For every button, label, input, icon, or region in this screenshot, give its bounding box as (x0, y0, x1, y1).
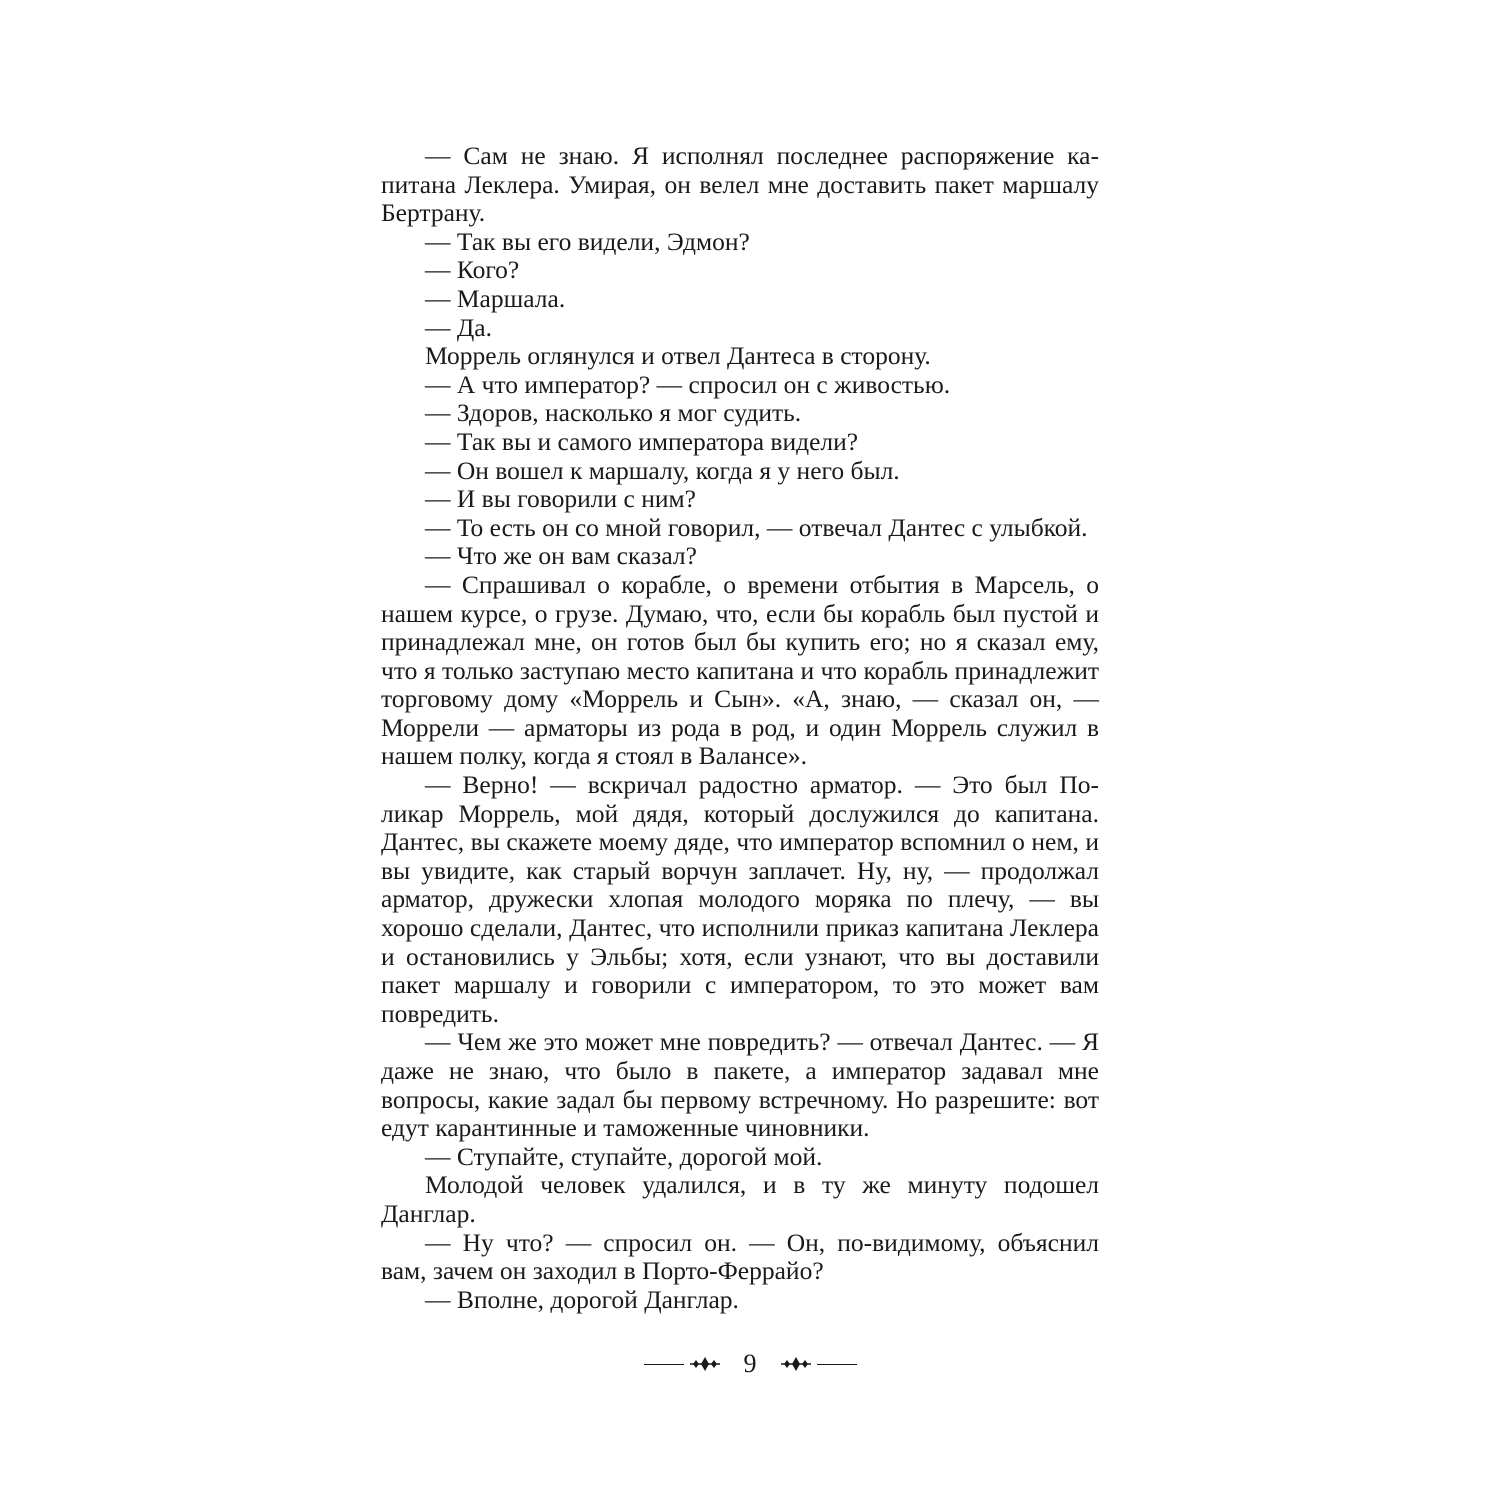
paragraph: — Он вошел к маршалу, когда я у него был. (425, 455, 900, 485)
paragraph: — Вполне, дорогой Данглар. (425, 1284, 739, 1314)
footer-rule-left (644, 1364, 684, 1365)
paragraph: — То есть он со мной говорил, — отвечал Дантес с улыбкой. (425, 512, 1088, 542)
ornament-icon (781, 1356, 811, 1372)
paragraph: Моррель оглянулся и отвел Дантеса в сторону. (425, 341, 931, 371)
paragraph: — Да. (425, 312, 492, 342)
paragraph: — Маршала. (425, 283, 566, 313)
paragraph: — Чем же это может мне повредить? — отвечал Дантес. — Я даже не знаю, что было в пакете, а император задавал мне вопросы, какие задал бы первому встречному. Но разрешите: вот едут карантинные и таможенные чиновники. (381, 1027, 1099, 1143)
page-footer (0, 1344, 1500, 1384)
paragraph: — Что же он вам сказал? (425, 541, 697, 571)
page-number: 9 (743, 1349, 757, 1378)
paragraph: — Здоров, насколько я мог судить. (425, 398, 802, 428)
paragraph: — Ну что? — спросил он. — Он, по-видимому, объяснил вам, зачем он заходил в Порто-Феррайо? (381, 1227, 1099, 1286)
paragraph: — Верно! — вскричал радостно арматор. — Это был Поликар Моррель, мой дядя, который дослужился до капитана. Дантес, вы скажете моему дяде, что император вспомнил о нем, и вы увидите, как старый ворчун заплачет. Ну, ну, — продолжал арматор, дружески хлопая молодого моряка по плечу, — вы хорошо сделали, Дантес, что исполнили приказ капитана Леклера и остановились у Эльбы; хотя, если узнают, что вы доставили пакет маршалу и говорили с императором, то это может вам повредить. (381, 770, 1099, 1028)
paragraph: — Так вы его видели, Эдмон? (425, 226, 750, 256)
paragraph: — И вы говорили с ним? (425, 484, 696, 514)
paragraph: — Спрашивал о корабле, о времени отбытия в Марсель, о нашем курсе, о грузе. Думаю, что, если бы корабль был пустой и принадлежал мне, он готов был бы купить его; но я сказал ему, что я только заступаю место капитана и что корабль принадлежит торговому дому «Моррель и Сын». «А, знаю, — сказал он, — Моррели — арматоры из рода в род, и один Моррель служил в нашем полку, когда я стоял в Валансе». (381, 569, 1099, 771)
body-text (381, 142, 1099, 1314)
paragraph: — Сам не знаю. Я исполнял последнее распоряжение капитана Леклера. Умирая, он велел мне доставить пакет маршалу Бертрану. (381, 141, 1099, 228)
paragraph: — Кого? (425, 255, 520, 285)
paragraph: — А что император? — спросил он с живостью. (425, 369, 951, 399)
ornament-icon (690, 1356, 720, 1372)
paragraph: — Так вы и самого императора видели? (425, 426, 859, 456)
paragraph: Молодой человек удалился, и в ту же минуту подошел Данглар. (381, 1170, 1099, 1228)
paragraph: — Ступайте, ступайте, дорогой мой. (425, 1141, 823, 1171)
footer-rule-right (817, 1364, 857, 1365)
